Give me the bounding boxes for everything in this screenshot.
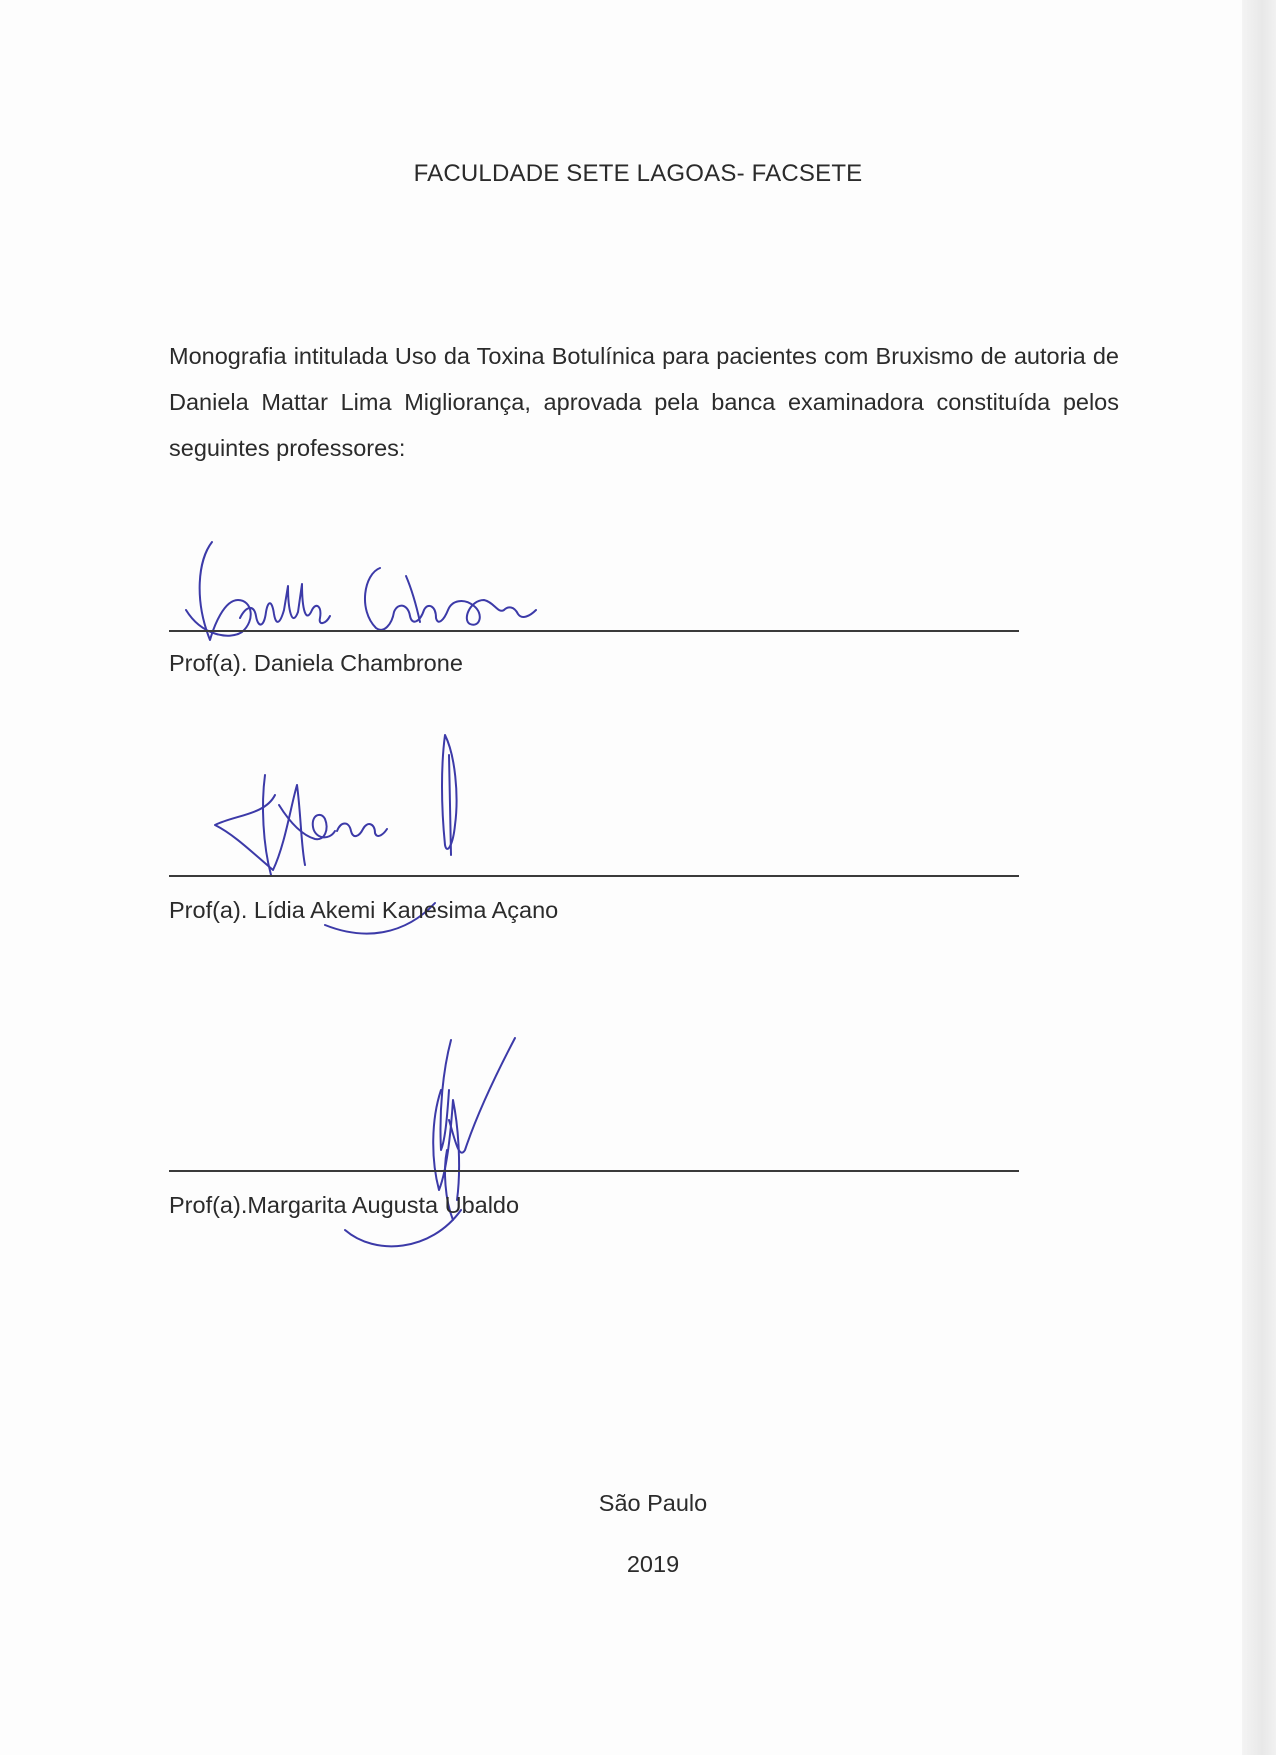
signature-block-1 xyxy=(0,540,1276,740)
signature-block-2 xyxy=(0,755,1276,955)
year: 2019 xyxy=(626,1551,680,1577)
examiner-name-1: Prof(a). Daniela Chambrone xyxy=(169,650,463,676)
approval-statement: Monografia intitulada Uso da Toxina Botulínica para pacientes com Bruxismo de autoria de Daniela Mattar Lima Migliorança, aprovada pela banca examinadora constituída pelos seguintes professores: xyxy=(169,343,1119,461)
handwritten-signature-1 xyxy=(180,540,540,650)
signature-line-2 xyxy=(169,875,1019,877)
examiner-name-2: Prof(a). Lídia Akemi Kanesima Açano xyxy=(169,897,559,923)
institution-title: FACULDADE SETE LAGOAS- FACSETE xyxy=(413,160,863,187)
signature-line-3 xyxy=(169,1170,1019,1172)
signature-line-1 xyxy=(169,630,1019,632)
city: São Paulo xyxy=(598,1490,708,1516)
handwritten-signature-2 xyxy=(205,735,505,975)
examiner-name-3: Prof(a).Margarita Augusta Ubaldo xyxy=(169,1192,520,1218)
signature-block-3 xyxy=(0,1020,1276,1220)
handwritten-signature-3 xyxy=(335,1030,535,1260)
